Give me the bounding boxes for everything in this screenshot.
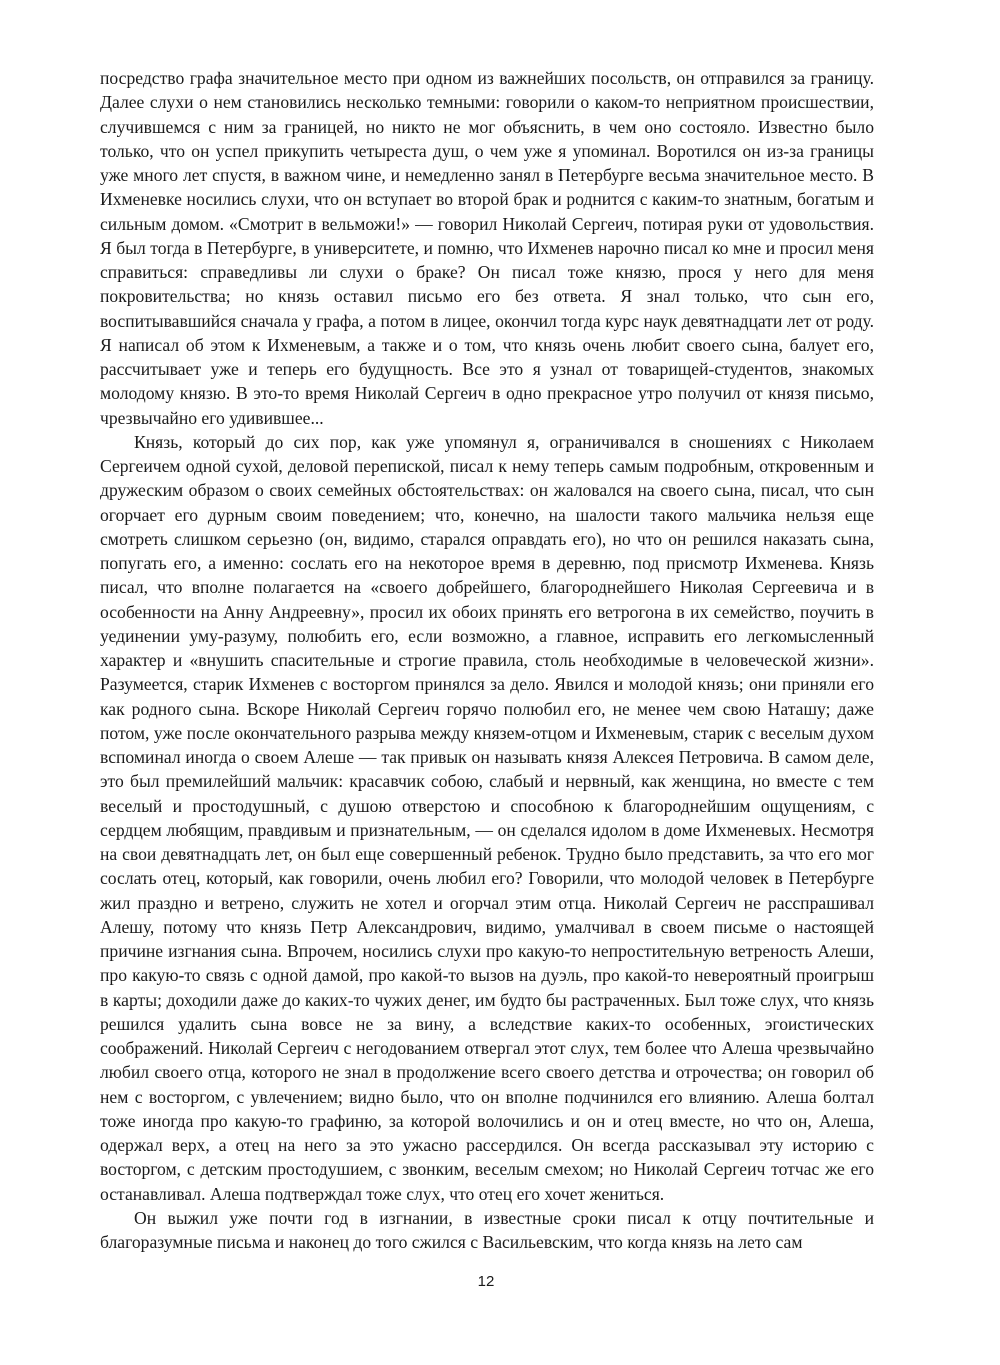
page-body <box>100 66 874 1254</box>
page-number: 12 <box>477 1273 495 1290</box>
paragraph-continuation: посредство графа значительное место при одном из важнейших посольств, он отправился за границу. Далее слухи о нем становились несколько темными: говорили о каком-то неприятном происшествии, случившемся с ним за границей, но никто не мог объяснить, в чем оно состояло. Известно было только, что он успел прикупить четыреста душ, о чем уже я упоминал. Воротился он из-за границы уже много лет спустя, в важном чине, и немедленно занял в Петербурге весьма значительное место. В Ихменевке носились слухи, что он вступает во второй брак и роднится с каким-то знатным, богатым и сильным домом. «Смотрит в вельможи!» — говорил Николай Сергеич, потирая руки от удовольствия. Я был тогда в Петербурге, в университете, и помню, что Ихменев нарочно писал ко мне и просил меня справиться: справедливы ли слухи о браке? Он писал тоже князю, прося у него для меня покровительства; но князь оставил письмо его без ответа. Я знал только, что сын его, воспитывавшийся сначала у графа, а потом в лицее, окончил тогда курс наук девятнадцати лет от роду. Я написал об этом к Ихменевым, а также и о том, что князь очень любит своего сына, балует его, рассчитывает уже и теперь его будущность. Все это я узнал от товарищей-студентов, знакомых молодому князю. В это-то время Николай Сергеич в одно прекрасное утро получил от князя письмо, чрезвычайно его удивившее... <box>100 68 874 428</box>
paragraph-prince-letter: Князь, который до сих пор, как уже упомянул я, ограничивался в сношениях с Николаем Сергеичем одной сухой, деловой перепиской, писал к нему теперь самым подробным, откровенным и дружеским образом о своих семейных обстоятельствах: он жаловался на своего сына, писал, что сын огорчает его дурным своим поведением; что, конечно, на шалости такого мальчика нельзя еще смотреть слишком серьезно (он, видимо, старался оправдать его), но что он решился наказать сына, попугать его, а именно: сослать его на некоторое время в деревню, под присмотр Ихменева. Князь писал, что вполне полагается на «своего добрейшего, благороднейшего Николая Сергеевича и в особенности на Анну Андреевну», просил их обоих принять его ветрогона в их семейство, поучить в уединении уму-разуму, полюбить его, если возможно, а главное, исправить его легкомысленный характер и «внушить спасительные и строгие правила, столь необходимые в человеческой жизни». Разумеется, старик Ихменев с восторгом принялся за дело. Явился и молодой князь; они приняли его как родного сына. Вскоре Николай Сергеич горячо полюбил его, не менее чем свою Наташу; даже потом, уже после окончательного разрыва между князем-отцом и Ихменевым, старик с веселым духом вспоминал иногда о своем Алеше — так привык он называть князя Алексея Петровича. В самом деле, это был премилейший мальчик: красавчик собою, слабый и нервный, как женщина, но вместе с тем веселый и простодушный, с душою отверстою и способною к благороднейшим ощущениям, с сердцем любящим, правдивым и признательным, — он сделался идолом в доме Ихменевых. Несмотря на свои девятнадцать лет, он был еще совершенный ребенок. Трудно было представить, за что его мог сослать отец, который, как говорили, очень любил его? Говорили, что молодой человек в Петербурге жил праздно и ветрено, служить не хотел и огорчал этим отца. Николай Сергеич не расспрашивал Алешу, потому что князь Петр Александрович, видимо, умалчивал в своем письме о настоящей причине изгнания сына. Впрочем, носились слухи про какую-то непростительную ветреность Алеши, про какую-то связь с одной дамой, про какой-то вызов на дуэль, про какой-то невероятный проигрыш в карты; доходили даже до каких-то чужих денег, им будто бы растраченных. Был тоже слух, что князь решился удалить сына вовсе не за вину, а вследствие каких-то особенных, эгоистических соображений. Николай Сергеич с негодованием отвергал этот слух, тем более что Алеша чрезвычайно любил своего отца, которого не знал в продолжение всего своего детства и отрочества; он говорил об нем с восторгом, с увлечением; видно было, что он вполне подчинился его влиянию. Алеша болтал тоже иногда про какую-то графиню, за которой волочились и он и отец вместе, но что он, Алеша, одержал верх, а отец на него за это ужасно рассердился. Он всегда рассказывал эту историю с восторгом, с детским простодушием, с звонким, веселым смехом; но Николай Сергеич тотчас же его останавливал. Алеша подтверждал тоже слух, что отец его хочет жениться. <box>100 431 874 1204</box>
paragraph-exile: Он выжил уже почти год в изгнании, в известные сроки писал к отцу почтительные и благоразумные письма и наконец до того сжился с Васильевским, что когда князь на лето сам <box>100 1207 874 1252</box>
